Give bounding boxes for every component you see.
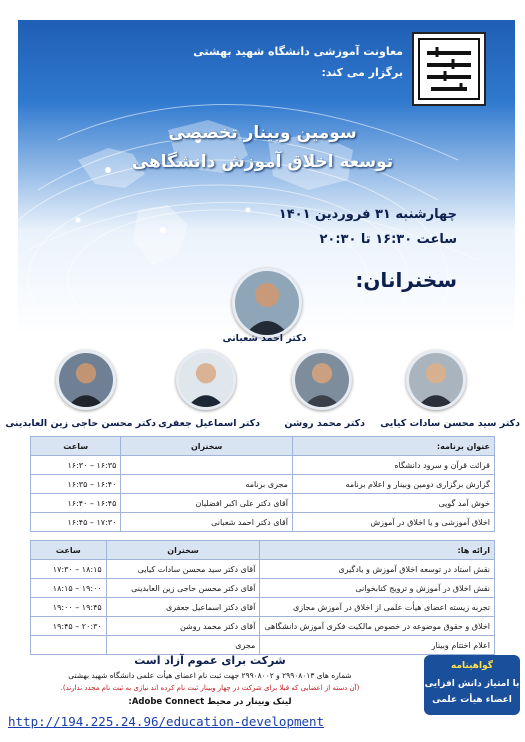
person-icon — [59, 353, 113, 407]
table-row — [31, 513, 495, 532]
badge-line2: با امتیاز دانش افزایی — [424, 679, 520, 689]
col-title: ارائه ها: — [260, 541, 495, 560]
col-speaker: سخنران — [121, 437, 293, 456]
row-title: اخلاق آموزشی و یا اخلاق در آموزش — [292, 513, 494, 532]
table-row — [31, 598, 495, 617]
row-time: ۱۹:۴۵ – ۱۹:۰۰ — [31, 598, 107, 617]
public-notice: شرکت برای عموم آزاد است — [134, 654, 286, 667]
avatar-speaker-3 — [176, 350, 236, 410]
row-time: ۱۶:۴۵ – ۱۶:۴۰ — [31, 494, 121, 513]
table-row — [31, 617, 495, 636]
row-title: قرائت قرآن و سرود دانشگاه — [292, 456, 494, 475]
badge-title: گواهینامه — [451, 661, 493, 671]
registration-note: (آن دسته از اعضایی که قبلا برای شرکت در چهار وبینار ثبت نام کرده اند نیازی به ثبت نام مجدد ندارند). — [60, 684, 360, 692]
university-logo — [412, 32, 486, 106]
avatar-speaker-2 — [292, 350, 352, 410]
speaker-name-main: دکتر احمد شعبانی — [222, 333, 307, 344]
row-time: ۲۰:۳۰ – ۱۹:۴۵ — [31, 617, 107, 636]
row-time: ۱۷:۳۰ – ۱۶:۴۵ — [31, 513, 121, 532]
webinar-title-line2: توسعه اخلاق آموزش دانشگاهی — [131, 152, 394, 172]
certificate-badge — [424, 655, 520, 715]
talks-table — [30, 540, 495, 655]
table-row — [31, 475, 495, 494]
row-title: اخلاق و حقوق موضوعه در خصوص مالکیت فکری آموزش دانشگاهی — [260, 617, 495, 636]
table-header-row — [31, 541, 495, 560]
organizer-line: معاونت آموزشی دانشگاه شهید بهشتی — [193, 45, 403, 58]
table-row — [31, 636, 495, 655]
table-row — [31, 560, 495, 579]
row-title: گزارش برگزاری دومین وبینار و اعلام برنامه — [292, 475, 494, 494]
table-row — [31, 579, 495, 598]
row-speaker: آقای دکتر احمد شعبانی — [121, 513, 293, 532]
speaker-name-2: دکتر محمد روشن — [284, 418, 365, 429]
row-time — [31, 636, 107, 655]
person-icon — [179, 353, 233, 407]
row-title: نقش اخلاق در آموزش و ترویج کتابخوانی — [260, 579, 495, 598]
avatar-speaker-1 — [406, 350, 466, 410]
avatar-speaker-4 — [56, 350, 116, 410]
col-speaker: سخنران — [106, 541, 260, 560]
event-date: چهارشنبه ۳۱ فروردین ۱۴۰۱ — [278, 207, 457, 222]
webinar-title-line1: سومین وبینار تخصصی — [168, 123, 357, 143]
speaker-name-3: دکتر اسماعیل جعفری — [158, 418, 260, 429]
person-icon — [295, 353, 349, 407]
event-time: ساعت ۱۶:۳۰ تا ۲۰:۳۰ — [319, 232, 457, 247]
row-speaker: آقای دکتر محسن حاجی زین العابدینی — [106, 579, 260, 598]
row-speaker — [121, 456, 293, 475]
person-icon — [235, 271, 299, 335]
row-title: خوش آمد گویی — [292, 494, 494, 513]
table-header-row — [31, 437, 495, 456]
row-time: ۱۹:۰۰ – ۱۸:۱۵ — [31, 579, 107, 598]
row-title: اعلام اختتام وبینار — [260, 636, 495, 655]
row-speaker: آقای دکتر محمد روشن — [106, 617, 260, 636]
row-time: ۱۸:۱۵ – ۱۷:۳۰ — [31, 560, 107, 579]
row-time: ۱۶:۳۵ – ۱۶:۳۰ — [31, 456, 121, 475]
row-title: تجربه زیسته اعضای هیأت علمی از اخلاق در آموزش مجازی — [260, 598, 495, 617]
table-row — [31, 494, 495, 513]
program-table — [30, 436, 495, 532]
badge-line3: اعضاء هیأت علمی — [432, 695, 512, 705]
row-speaker: مجری — [106, 636, 260, 655]
avatar-main-speaker — [232, 268, 302, 338]
person-icon — [409, 353, 463, 407]
row-speaker: آقای دکتر اسماعیل جعفری — [106, 598, 260, 617]
logo-icon — [417, 37, 481, 101]
col-time: ساعت — [31, 541, 107, 560]
col-title: عنوان برنامه: — [292, 437, 494, 456]
row-speaker: مجری برنامه — [121, 475, 293, 494]
webinar-link-label: لینک وبینار در محیط Adobe Connect: — [128, 697, 292, 707]
webinar-url-link[interactable]: http://194.225.24.96/education-development — [8, 714, 325, 729]
presents-line: برگزار می کند: — [321, 66, 403, 79]
row-speaker: آقای دکتر علی اکبر افضلیان — [121, 494, 293, 513]
registration-line: شماره های ۲۹۹۰۸۰۱۳ و ۲۹۹۰۸۰۰۲ جهت ثبت نام اعضای هیأت علمی دانشگاه شهید بهشتی — [68, 671, 352, 680]
row-time: ۱۶:۴۰ – ۱۶:۳۵ — [31, 475, 121, 494]
col-time: ساعت — [31, 437, 121, 456]
row-title: نقش استاد در توسعه اخلاق آموزش و یادگیری — [260, 560, 495, 579]
speakers-heading: سخنرانان: — [355, 268, 457, 292]
speaker-name-4: دکتر محسن حاجی زین العابدینی — [5, 418, 156, 429]
speaker-name-1: دکتر سید محسن سادات کیایی — [380, 418, 520, 429]
row-speaker: آقای دکتر سید محسن سادات کیایی — [106, 560, 260, 579]
table-row — [31, 456, 495, 475]
